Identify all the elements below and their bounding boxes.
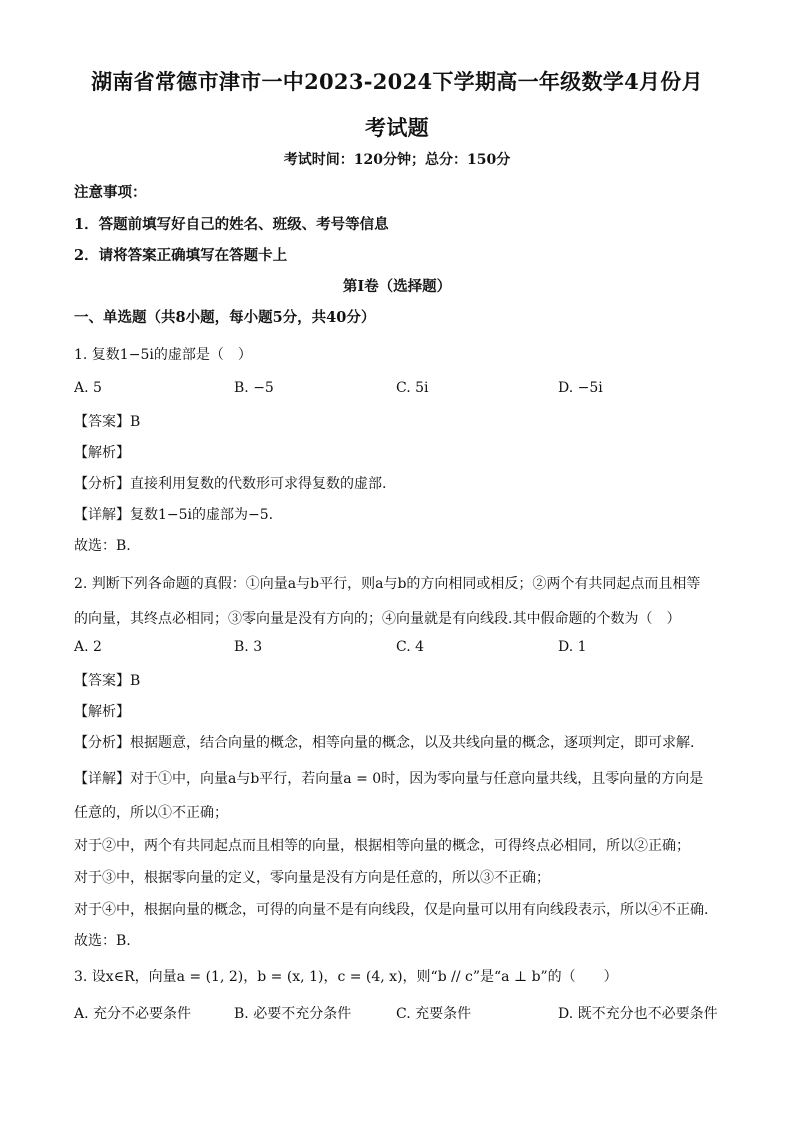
q2-answer: 【答案】B xyxy=(74,673,141,689)
q2-xiangjie-line2: 任意的，所以①不正确； xyxy=(74,805,228,821)
note-item-1: 1．答题前填写好自己的姓名、班级、考号等信息 xyxy=(74,216,389,233)
q1-conclusion: 故选：B. xyxy=(74,538,131,554)
q2-xiangjie-line1: 【详解】对于①中，向量a与b平行，若向量a = 0时，因为零向量与任意向量共线，且零向量的方向是 xyxy=(74,771,704,787)
q3-option-a: A. 充分不必要条件 xyxy=(74,1006,192,1022)
section-title: 一、单选题（共8小题，每小题5分，共40分） xyxy=(74,309,376,326)
notes-heading: 注意事项： xyxy=(74,184,147,201)
exam-title-line1: 湖南省常德市津市一中2023-2024下学期高一年级数学4月份月 xyxy=(91,69,703,94)
q2-point-3: 对于③中，根据零向量的定义，零向量是没有方向是任意的，所以③不正确； xyxy=(74,870,550,886)
q1-analysis-label: 【解析】 xyxy=(74,445,130,461)
q2-option-a: A. 2 xyxy=(74,639,102,655)
question-2-stem-line1: 2. 判断下列各命题的真假：①向量a与b平行，则a与b的方向相同或相反；②两个有共同起点而且相等 xyxy=(74,576,701,592)
q3-option-b: B. 必要不充分条件 xyxy=(234,1006,352,1022)
question-2-stem-line2: 的向量，其终点必相同；③零向量是没有方向的；④向量就是有向线段.其中假命题的个数为（ ） xyxy=(74,611,681,627)
q2-option-b: B. 3 xyxy=(234,639,263,655)
q1-option-a: A. 5 xyxy=(74,380,102,396)
q1-answer: 【答案】B xyxy=(74,414,141,430)
q2-conclusion: 故选：B. xyxy=(74,933,131,949)
q2-fenxi: 【分析】根据题意，结合向量的概念，相等向量的概念，以及共线向量的概念，逐项判定，即可求解. xyxy=(74,735,695,751)
q1-option-c: C. 5i xyxy=(396,380,429,396)
exam-title-line2: 考试题 xyxy=(365,115,429,140)
question-3-stem: 3. 设x∈R，向量a = (1, 2)，b = (x, 1)，c = (4, x)，则“b // c”是“a ⊥ b”的（ ） xyxy=(74,969,618,985)
note-item-2: 2．请将答案正确填写在答题卡上 xyxy=(74,247,288,264)
q2-point-4: 对于④中，根据向量的概念，可得的向量不是有向线段，仅是向量可以用有向线段表示，所以④不正确. xyxy=(74,902,709,918)
q1-fenxi: 【分析】直接利用复数的代数形可求得复数的虚部. xyxy=(74,476,387,492)
volume-title: 第I卷（选择题） xyxy=(342,278,452,295)
question-1-stem: 1. 复数1−5i的虚部是（ ） xyxy=(74,347,252,363)
q2-option-d: D. 1 xyxy=(558,639,587,655)
q3-option-d: D. 既不充分也不必要条件 xyxy=(558,1006,718,1022)
q2-option-c: C. 4 xyxy=(396,639,425,655)
q1-option-d: D. −5i xyxy=(558,380,603,396)
q1-option-b: B. −5 xyxy=(234,380,274,396)
q2-analysis-label: 【解析】 xyxy=(74,704,130,720)
q1-xiangjie: 【详解】复数1−5i的虚部为−5. xyxy=(74,507,274,523)
q2-point-2: 对于②中，两个有共同起点而且相等的向量，根据相等向量的概念，可得终点必相同，所以②正确； xyxy=(74,838,690,854)
exam-info: 考试时间：120分钟；总分：150分 xyxy=(283,152,511,168)
q3-option-c: C. 充要条件 xyxy=(396,1006,472,1022)
